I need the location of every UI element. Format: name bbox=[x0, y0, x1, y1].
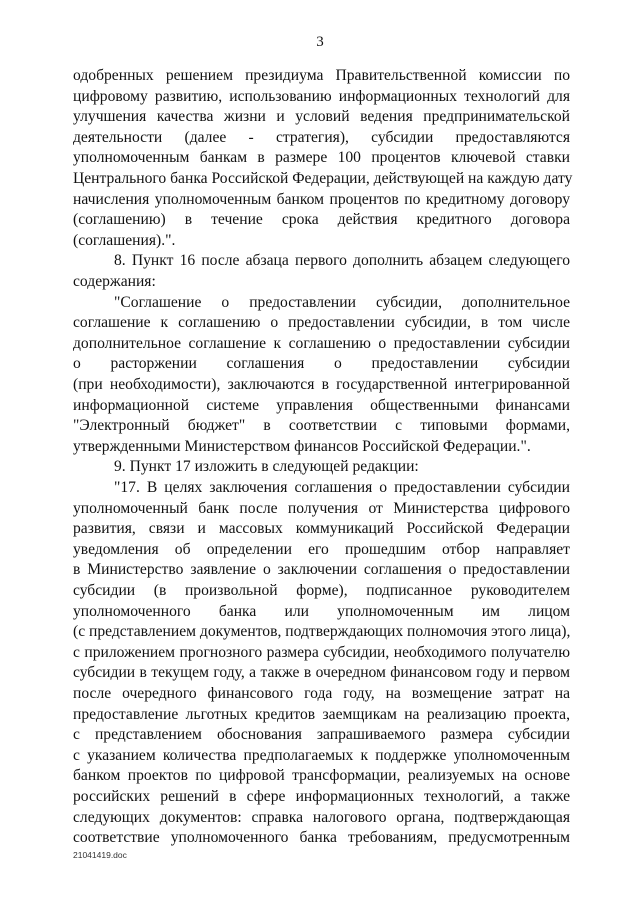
text-line: "Электронный бюджет" в соответствии с типовыми формами, bbox=[73, 417, 570, 435]
text-line: 8. Пункт 16 после абзаца первого дополнить абзацем следующего bbox=[114, 252, 570, 270]
text-line: в Министерство заявление о заключении соглашения о предоставлении bbox=[73, 561, 570, 579]
text-line: начисления уполномоченным банком процентов по кредитному договору bbox=[73, 190, 570, 208]
text-line: цифровому развитию, использованию информационных технологий для bbox=[73, 87, 570, 105]
text-line: с представлением обоснования запрашиваемого размера субсидии bbox=[73, 726, 570, 744]
text-line: 9. Пункт 17 изложить в следующей редакции: bbox=[114, 458, 419, 476]
text-line: уведомления об определении его прошедшим отбор направляет bbox=[73, 540, 570, 558]
text-line: "Соглашение о предоставлении субсидии, дополнительное bbox=[114, 293, 570, 311]
text-line: Центрального банка Российской Федерации, действующей на каждую дату bbox=[73, 170, 573, 187]
text-line: (при необходимости), заключаются в государственной интегрированной bbox=[73, 376, 570, 393]
text-line: следующих документов: справка налогового органа, подтверждающая bbox=[73, 808, 570, 826]
text-line: (с представлением документов, подтверждающих полномочия этого лица), bbox=[73, 623, 571, 641]
text-line: уполномоченного банка или уполномоченным им лицом bbox=[73, 602, 570, 620]
text-line: развития, связи и массовых коммуникаций Российской Федерации bbox=[73, 520, 570, 538]
text-line: деятельности (далее - стратегия), субсидии предоставляются bbox=[73, 128, 570, 146]
text-line: соответствие уполномоченного банка требованиям, предусмотренным bbox=[73, 829, 570, 847]
text-line: о расторжении соглашения о предоставлении субсидии bbox=[73, 355, 570, 373]
text-line: предоставление льготных кредитов заемщикам на реализацию проекта, bbox=[73, 705, 570, 723]
file-code: 21041419.doc bbox=[73, 850, 127, 860]
text-line: "17. В целях заключения соглашения о предоставлении субсидии bbox=[114, 479, 570, 496]
text-line: (соглашения).". bbox=[73, 231, 176, 249]
text-line: российских решений в сфере информационных технологий, а также bbox=[73, 788, 570, 805]
text-line: дополнительное соглашение к соглашению о предоставлении субсидии bbox=[73, 334, 570, 352]
text-line: (соглашению) в течение срока действия кредитного договора bbox=[73, 211, 570, 229]
text-line: после очередного финансового года году, на возмещение затрат на bbox=[73, 685, 570, 702]
text-line: банком проектов по цифровой трансформации, реализуемых на основе bbox=[73, 767, 570, 785]
text-line: утвержденными Министерством финансов Российской Федерации.". bbox=[73, 437, 531, 455]
text-line: уполномоченный банк после получения от Министерства цифрового bbox=[73, 499, 570, 517]
text-line: содержания: bbox=[73, 273, 156, 290]
text-line: субсидии (в произвольной форме), подписанное руководителем bbox=[73, 582, 570, 599]
text-line: улучшения качества жизни и условий ведения предпринимательской bbox=[73, 108, 570, 126]
text-line: с указанием количества предполагаемых к поддержке уполномоченным bbox=[73, 746, 570, 764]
text-line: соглашение к соглашению о предоставлении субсидии, в том числе bbox=[73, 314, 570, 332]
text-line: информационной системе управления общественными финансами bbox=[73, 396, 570, 414]
text-line: субсидии в текущем году, а также в очередном финансовом году и первом bbox=[73, 664, 570, 682]
text-line: одобренных решением президиума Правительственной комиссии по bbox=[73, 67, 570, 84]
text-line: уполномоченным банкам в размере 100 процентов ключевой ставки bbox=[73, 149, 570, 167]
page-number: 3 bbox=[316, 34, 324, 50]
text-line: с приложением прогнозного размера субсидии, необходимого получателю bbox=[73, 643, 570, 661]
